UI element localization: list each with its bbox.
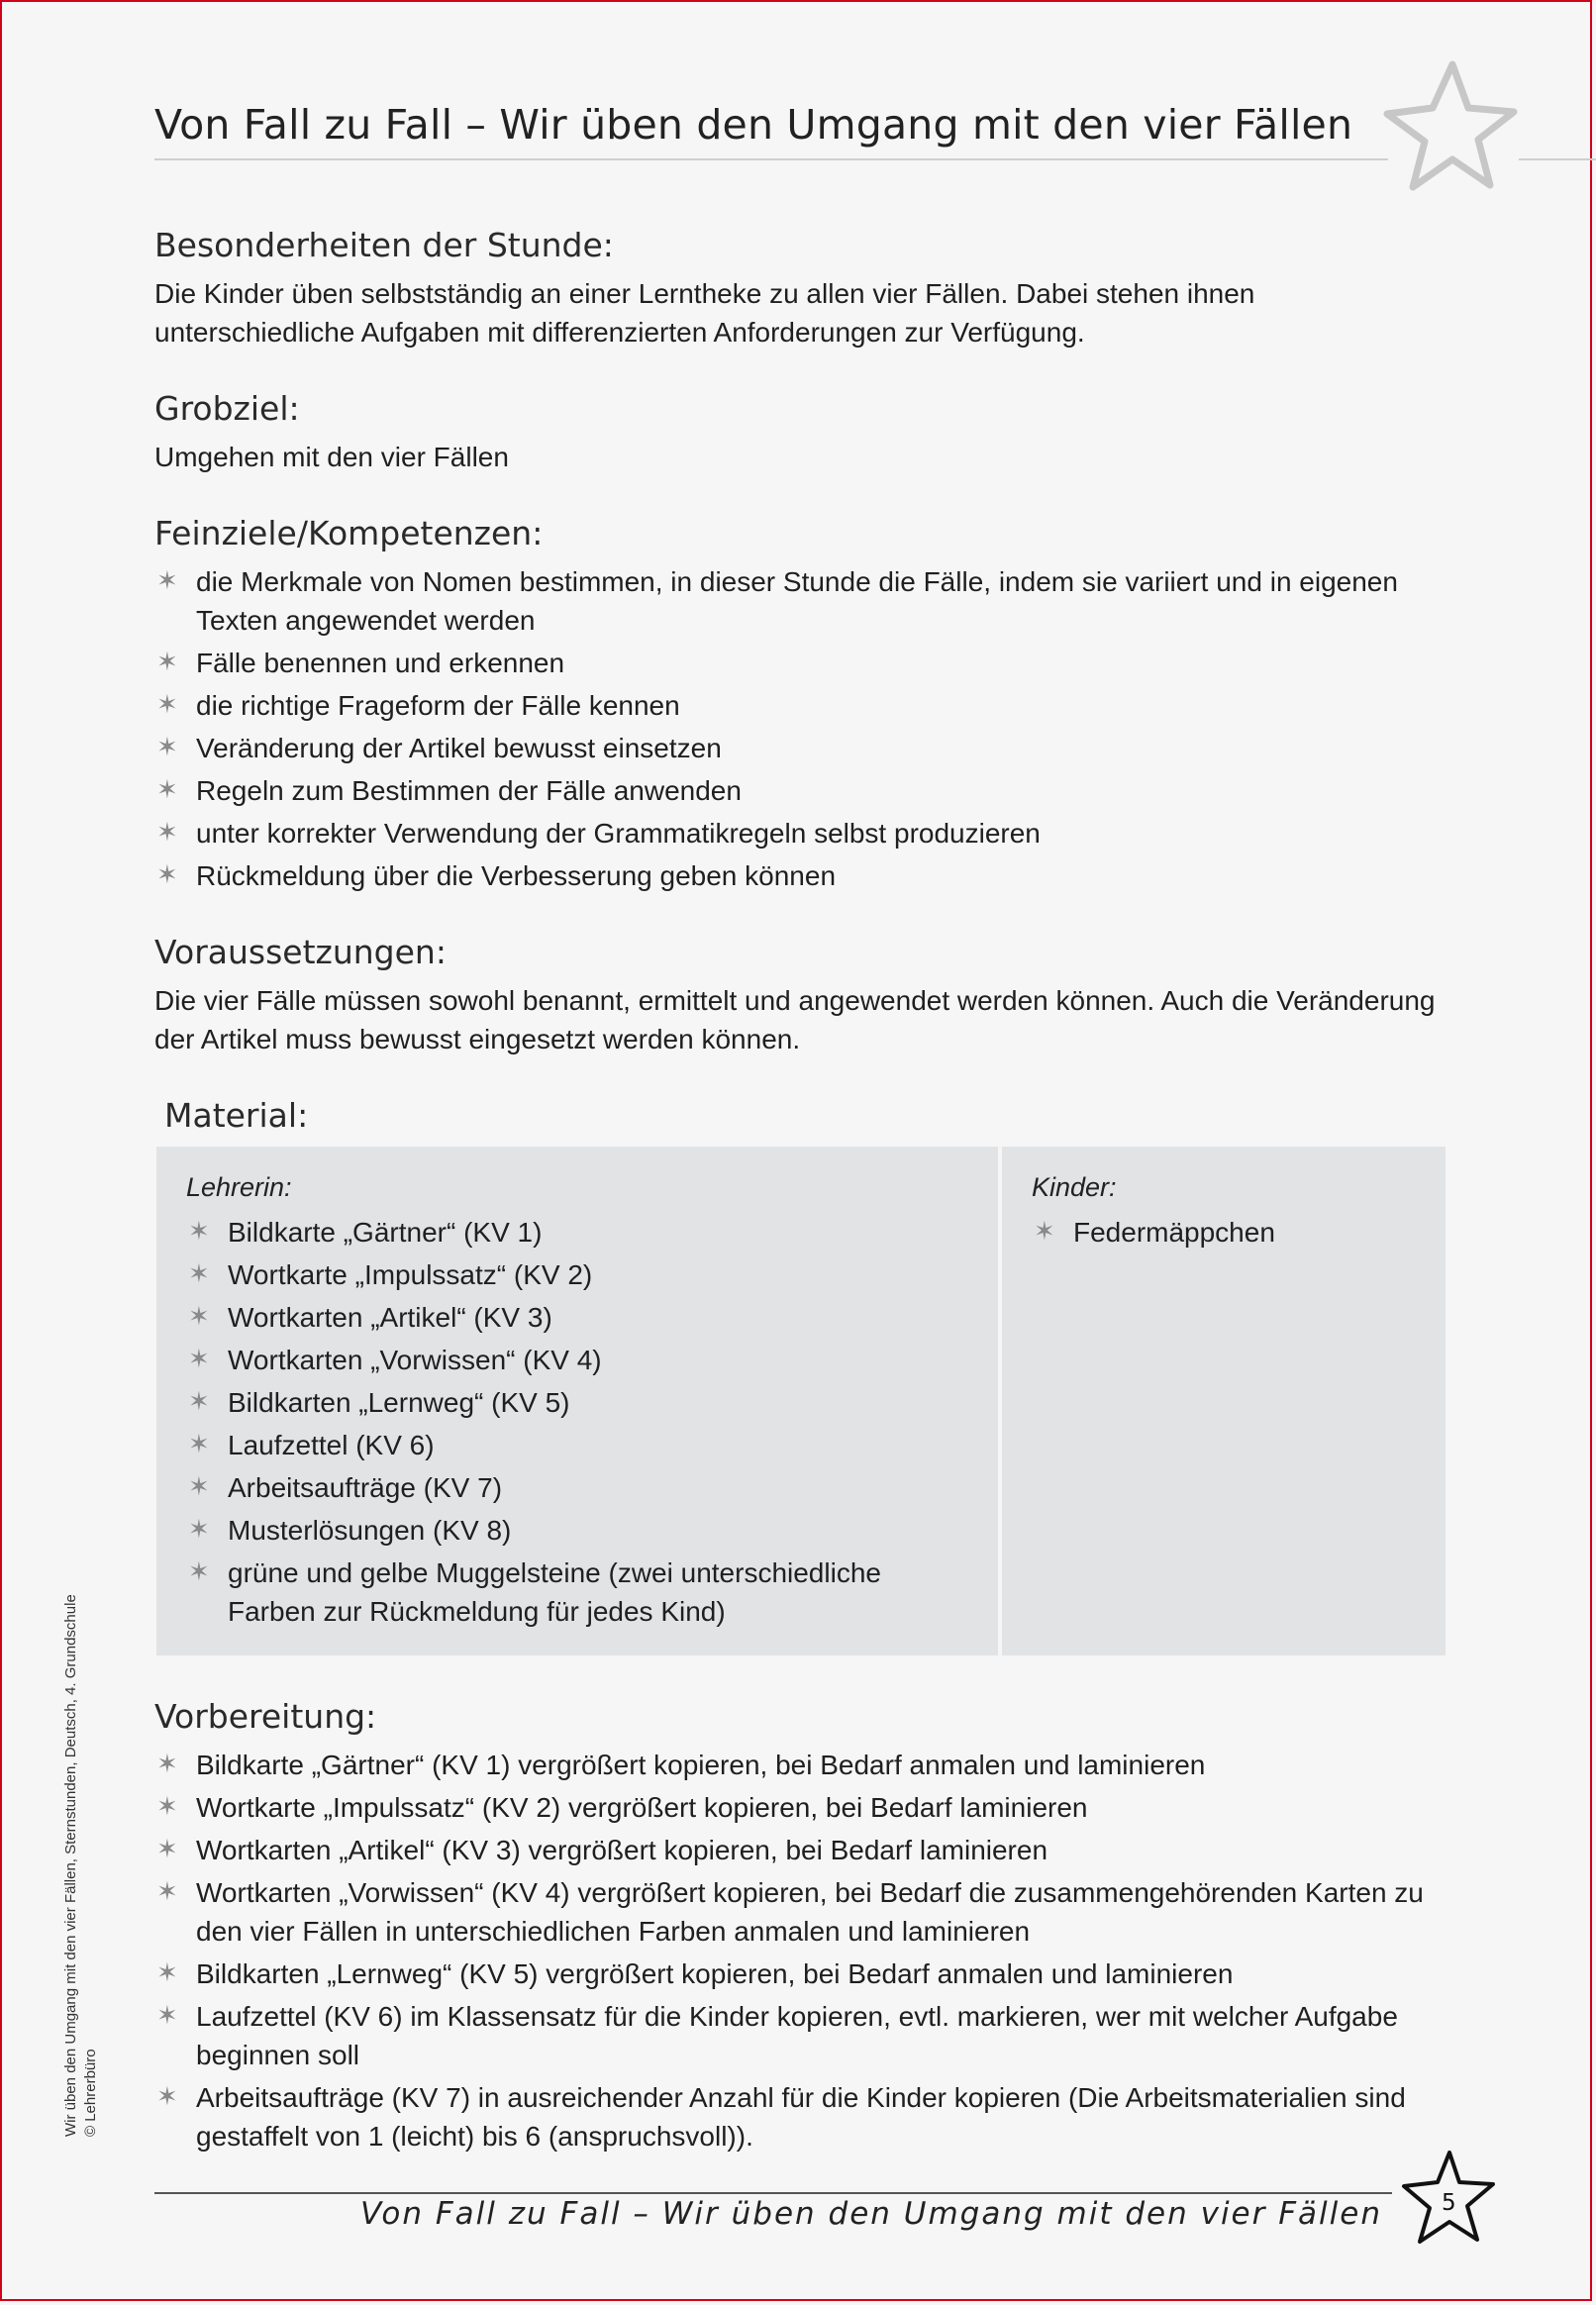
list-item: ✶ unter korrekter Verwendung der Grammatikregeln selbst produzieren	[154, 814, 1447, 852]
star-bullet-icon: ✶	[156, 1835, 178, 1864]
star-bullet-icon: ✶	[188, 1430, 210, 1459]
star-bullet-icon: ✶	[188, 1259, 210, 1289]
list-item: ✶ Regeln zum Bestimmen der Fälle anwenden	[154, 771, 1447, 810]
star-bullet-icon: ✶	[156, 733, 178, 762]
list-item: ✶ die Merkmale von Nomen bestimmen, in dieser Stunde die Fälle, indem sie variiert und in eigenen Texten angewendet werden	[154, 562, 1447, 640]
material-lehrerin-column	[156, 1147, 998, 1655]
column-label: Lehrerin:	[186, 1172, 292, 1202]
list-item: ✶ Bildkarte „Gärtner“ (KV 1) vergrößert kopieren, bei Bedarf anmalen und laminieren	[154, 1746, 1447, 1784]
star-bullet-icon: ✶	[156, 1792, 178, 1822]
section-heading: Grobziel:	[154, 389, 300, 428]
list-item: ✶ grüne und gelbe Muggelsteine (zwei unterschiedliche Farben zur Rückmeldung für jedes Kind)	[186, 1553, 968, 1631]
list-item: ✶ Wortkarten „Vorwissen“ (KV 4) vergrößert kopieren, bei Bedarf die zusammengehörenden Karten zu den vier Fällen in unterschiedlichen Farben anmalen und laminieren	[154, 1873, 1447, 1951]
footer-divider	[154, 2192, 1392, 2194]
star-bullet-icon: ✶	[156, 818, 178, 848]
section-voraussetzungen	[154, 933, 1447, 1058]
star-bullet-icon: ✶	[188, 1557, 210, 1587]
star-bullet-icon: ✶	[156, 648, 178, 677]
star-bullet-icon: ✶	[188, 1472, 210, 1502]
feinziele-list	[154, 562, 1447, 895]
star-bullet-icon: ✶	[156, 566, 178, 596]
list-item: ✶ Bildkarte „Gärtner“ (KV 1)	[186, 1213, 968, 1252]
section-besonderheiten	[154, 226, 1447, 351]
star-bullet-icon: ✶	[156, 2082, 178, 2112]
title-divider	[154, 158, 1388, 160]
star-bullet-icon: ✶	[156, 775, 178, 805]
section-material	[154, 1096, 1447, 1655]
column-label: Kinder:	[1032, 1172, 1117, 1202]
sidebar-line: © Lehrerbüro	[82, 2049, 99, 2137]
list-item: ✶ Arbeitsaufträge (KV 7) in ausreichender Anzahl für die Kinder kopieren (Die Arbeitsmaterialien sind gestaffelt von 1 (leicht) bis 6 (anspruchsvoll)).	[154, 2078, 1447, 2155]
section-feinziele	[154, 514, 1447, 895]
list-item: ✶ Federmäppchen	[1032, 1213, 1416, 1252]
section-text: Die vier Fälle müssen sowohl benannt, ermittelt und angewendet werden können. Auch die Veränderung der Artikel muss bewusst eingesetzt werden können.	[154, 985, 1436, 1054]
list-item: ✶ Veränderung der Artikel bewusst einsetzen	[154, 729, 1447, 767]
list-item: ✶ Musterlösungen (KV 8)	[186, 1511, 968, 1550]
section-heading: Besonderheiten der Stunde:	[154, 226, 614, 264]
list-item: ✶ Fälle benennen und erkennen	[154, 644, 1447, 682]
list-item: ✶ Wortkarte „Impulssatz“ (KV 2) vergrößert kopieren, bei Bedarf laminieren	[154, 1788, 1447, 1827]
section-text: Die Kinder üben selbstständig an einer Lerntheke zu allen vier Fällen. Dabei stehen ihnen unterschiedliche Aufgaben mit differenzierten Anforderungen zur Verfügung.	[154, 278, 1255, 348]
list-item: ✶ Bildkarten „Lernweg“ (KV 5)	[186, 1383, 968, 1422]
kinder-list	[1032, 1213, 1416, 1252]
star-bullet-icon: ✶	[156, 1750, 178, 1779]
list-item: ✶ Wortkarten „Artikel“ (KV 3) vergrößert kopieren, bei Bedarf laminieren	[154, 1831, 1447, 1869]
section-heading: Feinziele/Kompetenzen:	[154, 514, 544, 552]
list-item: ✶ Wortkarten „Artikel“ (KV 3)	[186, 1298, 968, 1337]
star-bullet-icon: ✶	[156, 2001, 178, 2031]
vorbereitung-list	[154, 1746, 1447, 2155]
list-item: ✶ Laufzettel (KV 6)	[186, 1426, 968, 1464]
star-bullet-icon: ✶	[156, 690, 178, 720]
section-heading: Voraussetzungen:	[154, 933, 447, 971]
page-title: Von Fall zu Fall – Wir üben den Umgang mit den vier Fällen	[154, 101, 1353, 149]
sidebar-copyright	[61, 1594, 101, 2137]
section-vorbereitung	[154, 1697, 1447, 2155]
star-bullet-icon: ✶	[188, 1345, 210, 1374]
list-item: ✶ die richtige Frageform der Fälle kennen	[154, 686, 1447, 725]
star-bullet-icon: ✶	[1034, 1217, 1055, 1247]
star-bullet-icon: ✶	[188, 1217, 210, 1247]
section-grobziel	[154, 389, 1447, 476]
title-divider-right	[1519, 158, 1596, 160]
section-heading: Material:	[164, 1096, 309, 1135]
list-item: ✶ Bildkarten „Lernweg“ (KV 5) vergrößert kopieren, bei Bedarf anmalen und laminieren	[154, 1954, 1447, 1993]
star-bullet-icon: ✶	[156, 1877, 178, 1907]
section-heading: Vorbereitung:	[154, 1697, 377, 1736]
star-bullet-icon: ✶	[156, 1958, 178, 1988]
page-number: 5	[1442, 2190, 1456, 2216]
star-icon	[1373, 56, 1522, 205]
main-content	[154, 226, 1447, 2193]
list-item: ✶ Wortkarten „Vorwissen“ (KV 4)	[186, 1341, 968, 1379]
footer-title: Von Fall zu Fall – Wir üben den Umgang mit den vier Fällen	[359, 2196, 1382, 2232]
lehrerin-list	[186, 1213, 968, 1631]
star-bullet-icon: ✶	[188, 1515, 210, 1545]
section-text: Umgehen mit den vier Fällen	[154, 442, 509, 472]
list-item: ✶ Arbeitsaufträge (KV 7)	[186, 1468, 968, 1507]
star-bullet-icon: ✶	[188, 1387, 210, 1417]
star-bullet-icon: ✶	[188, 1302, 210, 1332]
star-bullet-icon: ✶	[156, 860, 178, 890]
list-item: ✶ Wortkarte „Impulssatz“ (KV 2)	[186, 1255, 968, 1294]
list-item: ✶ Rückmeldung über die Verbesserung geben können	[154, 856, 1447, 895]
material-kinder-column	[1002, 1147, 1446, 1655]
material-table	[156, 1147, 1446, 1655]
sidebar-line: Wir üben den Umgang mit den vier Fällen, Sternstunden, Deutsch, 4. Grundschule	[62, 1594, 79, 2137]
list-item: ✶ Laufzettel (KV 6) im Klassensatz für die Kinder kopieren, evtl. markieren, wer mit welcher Aufgabe beginnen soll	[154, 1997, 1447, 2074]
